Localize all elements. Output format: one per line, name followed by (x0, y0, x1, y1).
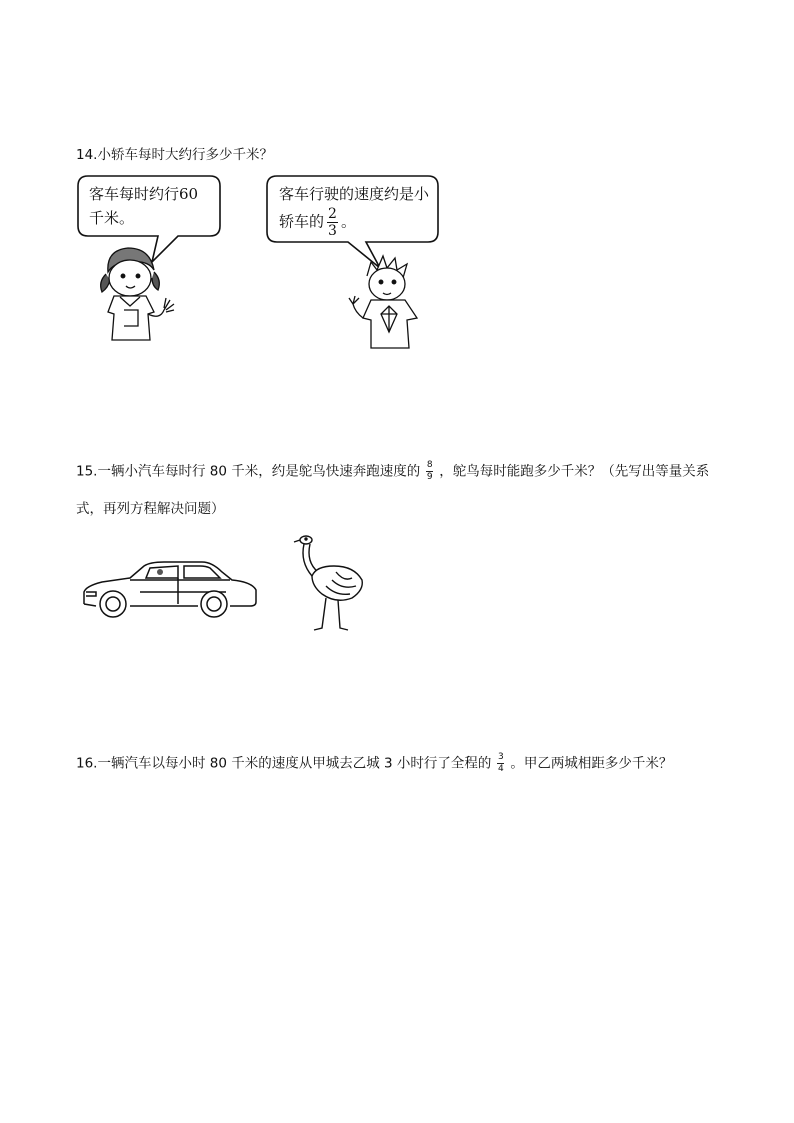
question-15-text-line2: 式，再列方程解决问题） (76, 501, 225, 517)
girl-illustration (90, 240, 190, 345)
question-15-text-after: ，鸵鸟每时能跑多少千米？（先写出等量关系 (439, 463, 710, 480)
boy-bubble-fraction (327, 207, 338, 238)
girl-bubble-line2: 千米。 (89, 209, 135, 227)
boy-bubble-line2-before: 轿车的 (279, 212, 325, 231)
fraction-numerator: 8 (426, 460, 433, 470)
question-16 (76, 753, 672, 774)
boy-bubble-line2-after: 。 (341, 212, 357, 231)
question-16-text-after: 。甲乙两城相距多少千米？ (510, 755, 673, 772)
fraction-numerator: 2 (328, 206, 337, 222)
boy-bubble-line1: 客车行驶的速度约是小 (279, 185, 430, 203)
question-14-text: 14.小轿车每时大约行多少千米？ (76, 147, 273, 163)
fraction-denominator: 4 (498, 764, 504, 774)
car-illustration (80, 558, 260, 620)
boy-bubble-text (279, 182, 429, 238)
question-15-line1 (76, 461, 709, 482)
boy-illustration (345, 252, 435, 352)
girl-bubble-line1: 客车每时约行60 (89, 185, 199, 203)
question-15-line2 (76, 499, 225, 519)
question-15-text-before: 15.一辆小汽车每时行 80 千米，约是鸵鸟快速奔跑速度的 (76, 463, 421, 480)
question-16-text-before: 16.一辆汽车以每小时 80 千米的速度从甲城去乙城 3 小时行了全程的 (76, 755, 492, 772)
fraction-denominator: 9 (426, 472, 433, 482)
question-16-fraction (497, 753, 504, 774)
fraction-numerator: 3 (498, 752, 504, 762)
ostrich-illustration (292, 532, 372, 632)
fraction-denominator: 3 (328, 223, 337, 239)
question-15-fraction (426, 461, 433, 482)
